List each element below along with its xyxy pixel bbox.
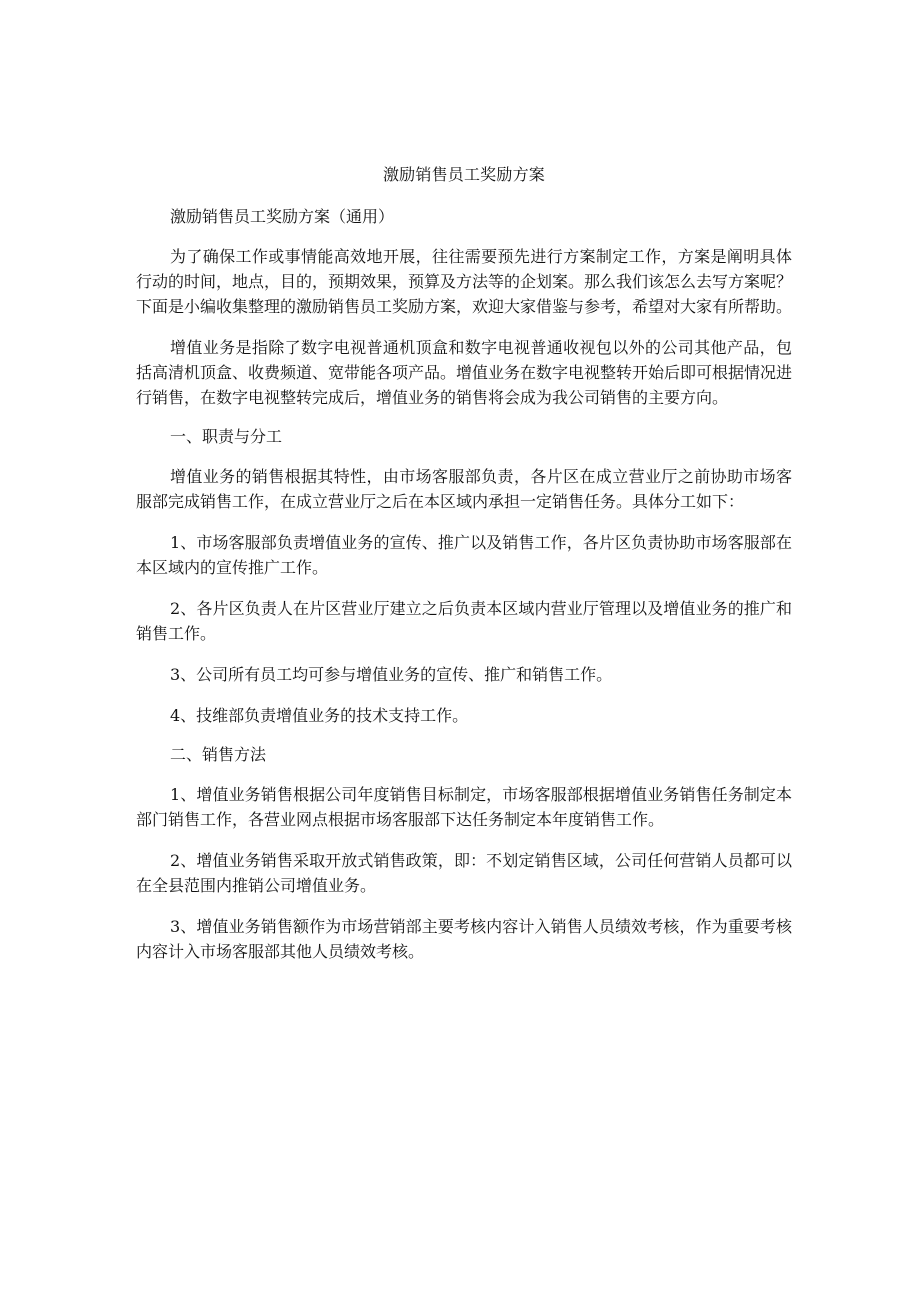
section-1-item-4: 4、技维部负责增值业务的技术支持工作。 xyxy=(170,706,469,725)
section-2-item-2: 2、增值业务销售采取开放式销售政策，即：不划定销售区域，公司任何营销人员都可以在全县范围内推销公司增值业务。 xyxy=(136,851,792,895)
document-title: 激励销售员工奖励方案 xyxy=(382,165,545,184)
section-1-item-3: 3、公司所有员工均可参与增值业务的宣传、推广和销售工作。 xyxy=(170,665,613,684)
document-subtitle: 激励销售员工奖励方案（通用） xyxy=(170,207,395,226)
section-heading-sales-methods: 二、销售方法 xyxy=(170,745,267,764)
intro-paragraph-1: 为了确保工作或事情能高效地开展，往往需要预先进行方案制定工作，方案是阐明具体行动的时间，地点，目的，预期效果，预算及方法等的企划案。那么我们该怎么去写方案呢？下面是小编收集整理的激励销售员工奖励方案，欢迎大家借鉴与参考，希望对大家有所帮助。 xyxy=(136,247,793,316)
section-2-item-1: 1、增值业务销售根据公司年度销售目标制定，市场客服部根据增值业务销售任务制定本部门销售工作，各营业网点根据市场客服部下达任务制定本年度销售工作。 xyxy=(136,785,792,829)
section-heading-duties: 一、职责与分工 xyxy=(170,427,283,446)
document-body xyxy=(136,164,792,980)
intro-paragraph-2: 增值业务是指除了数字电视普通机顶盒和数字电视普通收视包以外的公司其他产品，包括高清机顶盒、收费频道、宽带能各项产品。增值业务在数字电视整转开始后即可根据情况进行销售，在数字电视整转完成后，增值业务的销售将会成为我公司销售的主要方向。 xyxy=(136,338,793,407)
section-1-item-1: 1、市场客服部负责增值业务的宣传、推广以及销售工作，各片区负责协助市场客服部在本区域内的宣传推广工作。 xyxy=(136,533,792,577)
section-1-lead-paragraph: 增值业务的销售根据其特性，由市场客服部负责，各片区在成立营业厅之前协助市场客服部完成销售工作，在成立营业厅之后在本区域内承担一定销售任务。具体分工如下： xyxy=(136,467,792,511)
section-1-item-2: 2、各片区负责人在片区营业厅建立之后负责本区域内营业厅管理以及增值业务的推广和销售工作。 xyxy=(136,599,792,643)
section-2-item-3: 3、增值业务销售额作为市场营销部主要考核内容计入销售人员绩效考核，作为重要考核内容计入市场客服部其他人员绩效考核。 xyxy=(136,917,792,961)
